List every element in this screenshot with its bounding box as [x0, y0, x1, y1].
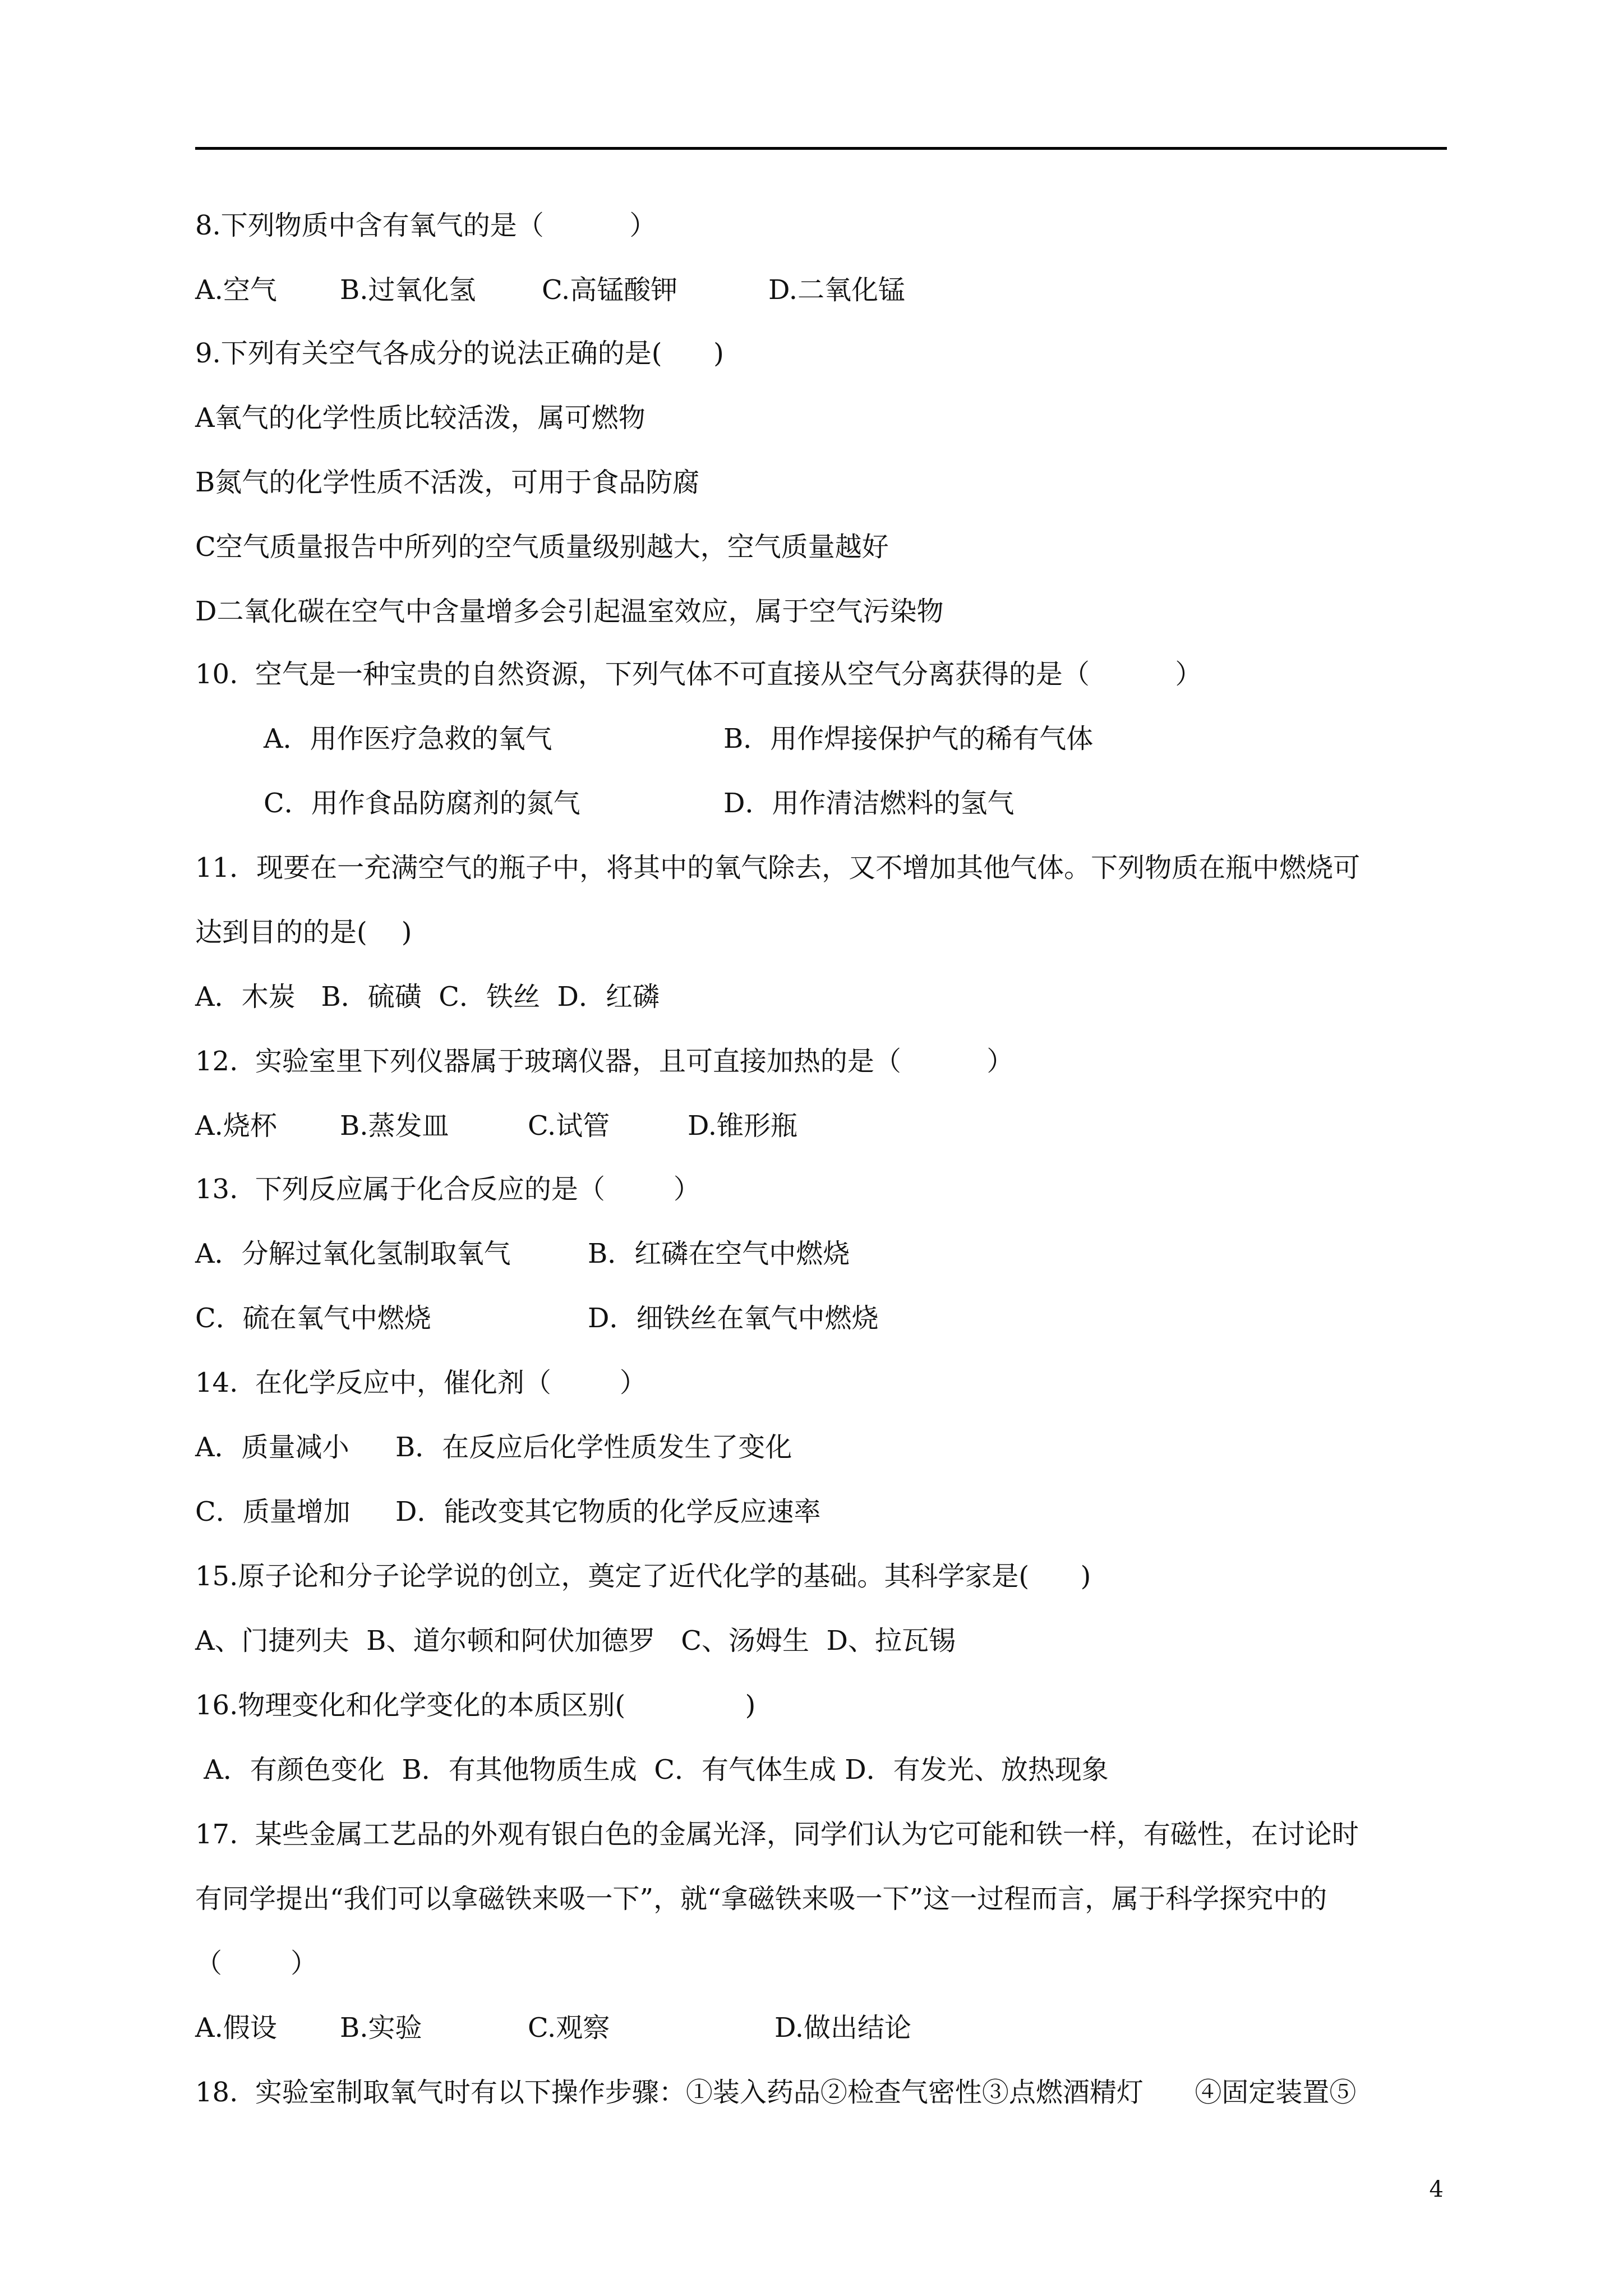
q14-stem: 14. 在化学反应中，催化剂（ ）: [195, 1367, 647, 1398]
q10-stem: 10. 空气是一种宝贵的自然资源，下列气体不可直接从空气分离获得的是（ ）: [195, 659, 1202, 690]
q14-option-c: C．质量增加: [195, 1496, 351, 1527]
q14-option-a: A．质量减小: [195, 1432, 349, 1463]
q12-option-c: C.试管: [528, 1110, 610, 1142]
q13-option-c: C．硫在氧气中燃烧: [195, 1303, 431, 1334]
q12-options: [195, 1109, 797, 1143]
q17-stem-line2: 有同学提出“我们可以拿磁铁来吸一下”，就“拿磁铁来吸一下”这一过程而言，属于科学探究中的: [195, 1883, 1327, 1915]
q14-options-row2: [195, 1495, 821, 1529]
q15-stem: 15.原子论和分子论学说的创立，奠定了近代化学的基础。其科学家是( ): [195, 1561, 1091, 1592]
q9-option-a: A氧气的化学性质比较活泼，属可燃物: [195, 402, 645, 434]
q12-option-d: D.锥形瓶: [688, 1110, 798, 1142]
q10-options-row2: [264, 786, 1015, 820]
q16-stem: 16.物理变化和化学变化的本质区别( ): [195, 1690, 756, 1721]
q9-option-d: D二氧化碳在空气中含量增多会引起温室效应，属于空气污染物: [195, 596, 944, 627]
q17-stem-line3: （ ）: [195, 1948, 318, 1979]
q14-option-b: B．在反应后化学性质发生了变化: [395, 1432, 792, 1463]
header-rule: [195, 147, 1447, 150]
q8-option-a: A.空气: [195, 274, 277, 306]
q8-option-d: D.二氧化锰: [768, 274, 906, 306]
q17-stem-line1: 17. 某些金属工艺品的外观有银白色的金属光泽，同学们认为它可能和铁一样，有磁性，在讨论时: [195, 1819, 1359, 1850]
q10-option-b: B．用作焊接保护气的稀有气体: [723, 723, 1094, 754]
q10-options-row1: [264, 722, 1093, 756]
page-number: 4: [1429, 2177, 1444, 2202]
q12-stem: 12. 实验室里下列仪器属于玻璃仪器，且可直接加热的是（ ）: [195, 1046, 1014, 1077]
q9-option-b: B氮气的化学性质不活泼，可用于食品防腐: [195, 467, 700, 498]
q17-option-c: C.观察: [528, 2012, 610, 2044]
q13-option-a: A．分解过氧化氢制取氧气: [195, 1238, 511, 1269]
q8-option-b: B.过氧化氢: [340, 274, 476, 306]
q18-stem: 18. 实验室制取氧气时有以下操作步骤：①装入药品②检查气密性③点燃酒精灯 ④固定装置⑤: [195, 2077, 1357, 2108]
q10-option-d: D．用作清洁燃料的氢气: [723, 788, 1015, 819]
q9-stem: 9.下列有关空气各成分的说法正确的是( ): [195, 338, 724, 369]
q16-options: A．有颜色变化 B．有其他物质生成 C．有气体生成 D．有发光、放热现象: [195, 1754, 1109, 1786]
q10-option-a: A．用作医疗急救的氧气: [264, 723, 552, 754]
q14-option-d: D．能改变其它物质的化学反应速率: [395, 1496, 821, 1527]
q13-option-d: D．细铁丝在氧气中燃烧: [588, 1303, 879, 1334]
q11-options: A．木炭 B．硫磺 C．铁丝 D．红磷: [195, 981, 660, 1013]
q10-option-c: C．用作食品防腐剂的氮气: [264, 788, 580, 819]
q17-option-d: D.做出结论: [774, 2012, 912, 2044]
q13-options-row1: [195, 1237, 850, 1271]
q13-stem: 13. 下列反应属于化合反应的是（ ）: [195, 1174, 700, 1205]
q12-option-a: A.烧杯: [195, 1110, 277, 1142]
q8-stem: 8.下列物质中含有氧气的是（ ）: [195, 210, 657, 241]
q11-stem-line1: 11．现要在一充满空气的瓶子中，将其中的氧气除去，又不增加其他气体。下列物质在瓶中燃烧可: [195, 852, 1361, 884]
q13-option-b: B．红磷在空气中燃烧: [588, 1238, 850, 1269]
q8-options: [195, 273, 905, 307]
q13-options-row2: [195, 1301, 879, 1335]
q15-options: A、门捷列夫 B、道尔顿和阿伏加德罗 C、汤姆生 D、拉瓦锡: [195, 1625, 956, 1657]
q17-option-a: A.假设: [195, 2012, 277, 2044]
q17-option-b: B.实验: [340, 2012, 422, 2044]
q14-options-row1: [195, 1430, 792, 1464]
q8-option-c: C.高锰酸钾: [542, 274, 678, 306]
q17-options: [195, 2011, 911, 2045]
q12-option-b: B.蒸发皿: [340, 1110, 449, 1142]
q9-option-c: C空气质量报告中所列的空气质量级别越大，空气质量越好: [195, 531, 889, 563]
q11-stem-line2: 达到目的的是( ): [195, 917, 412, 948]
